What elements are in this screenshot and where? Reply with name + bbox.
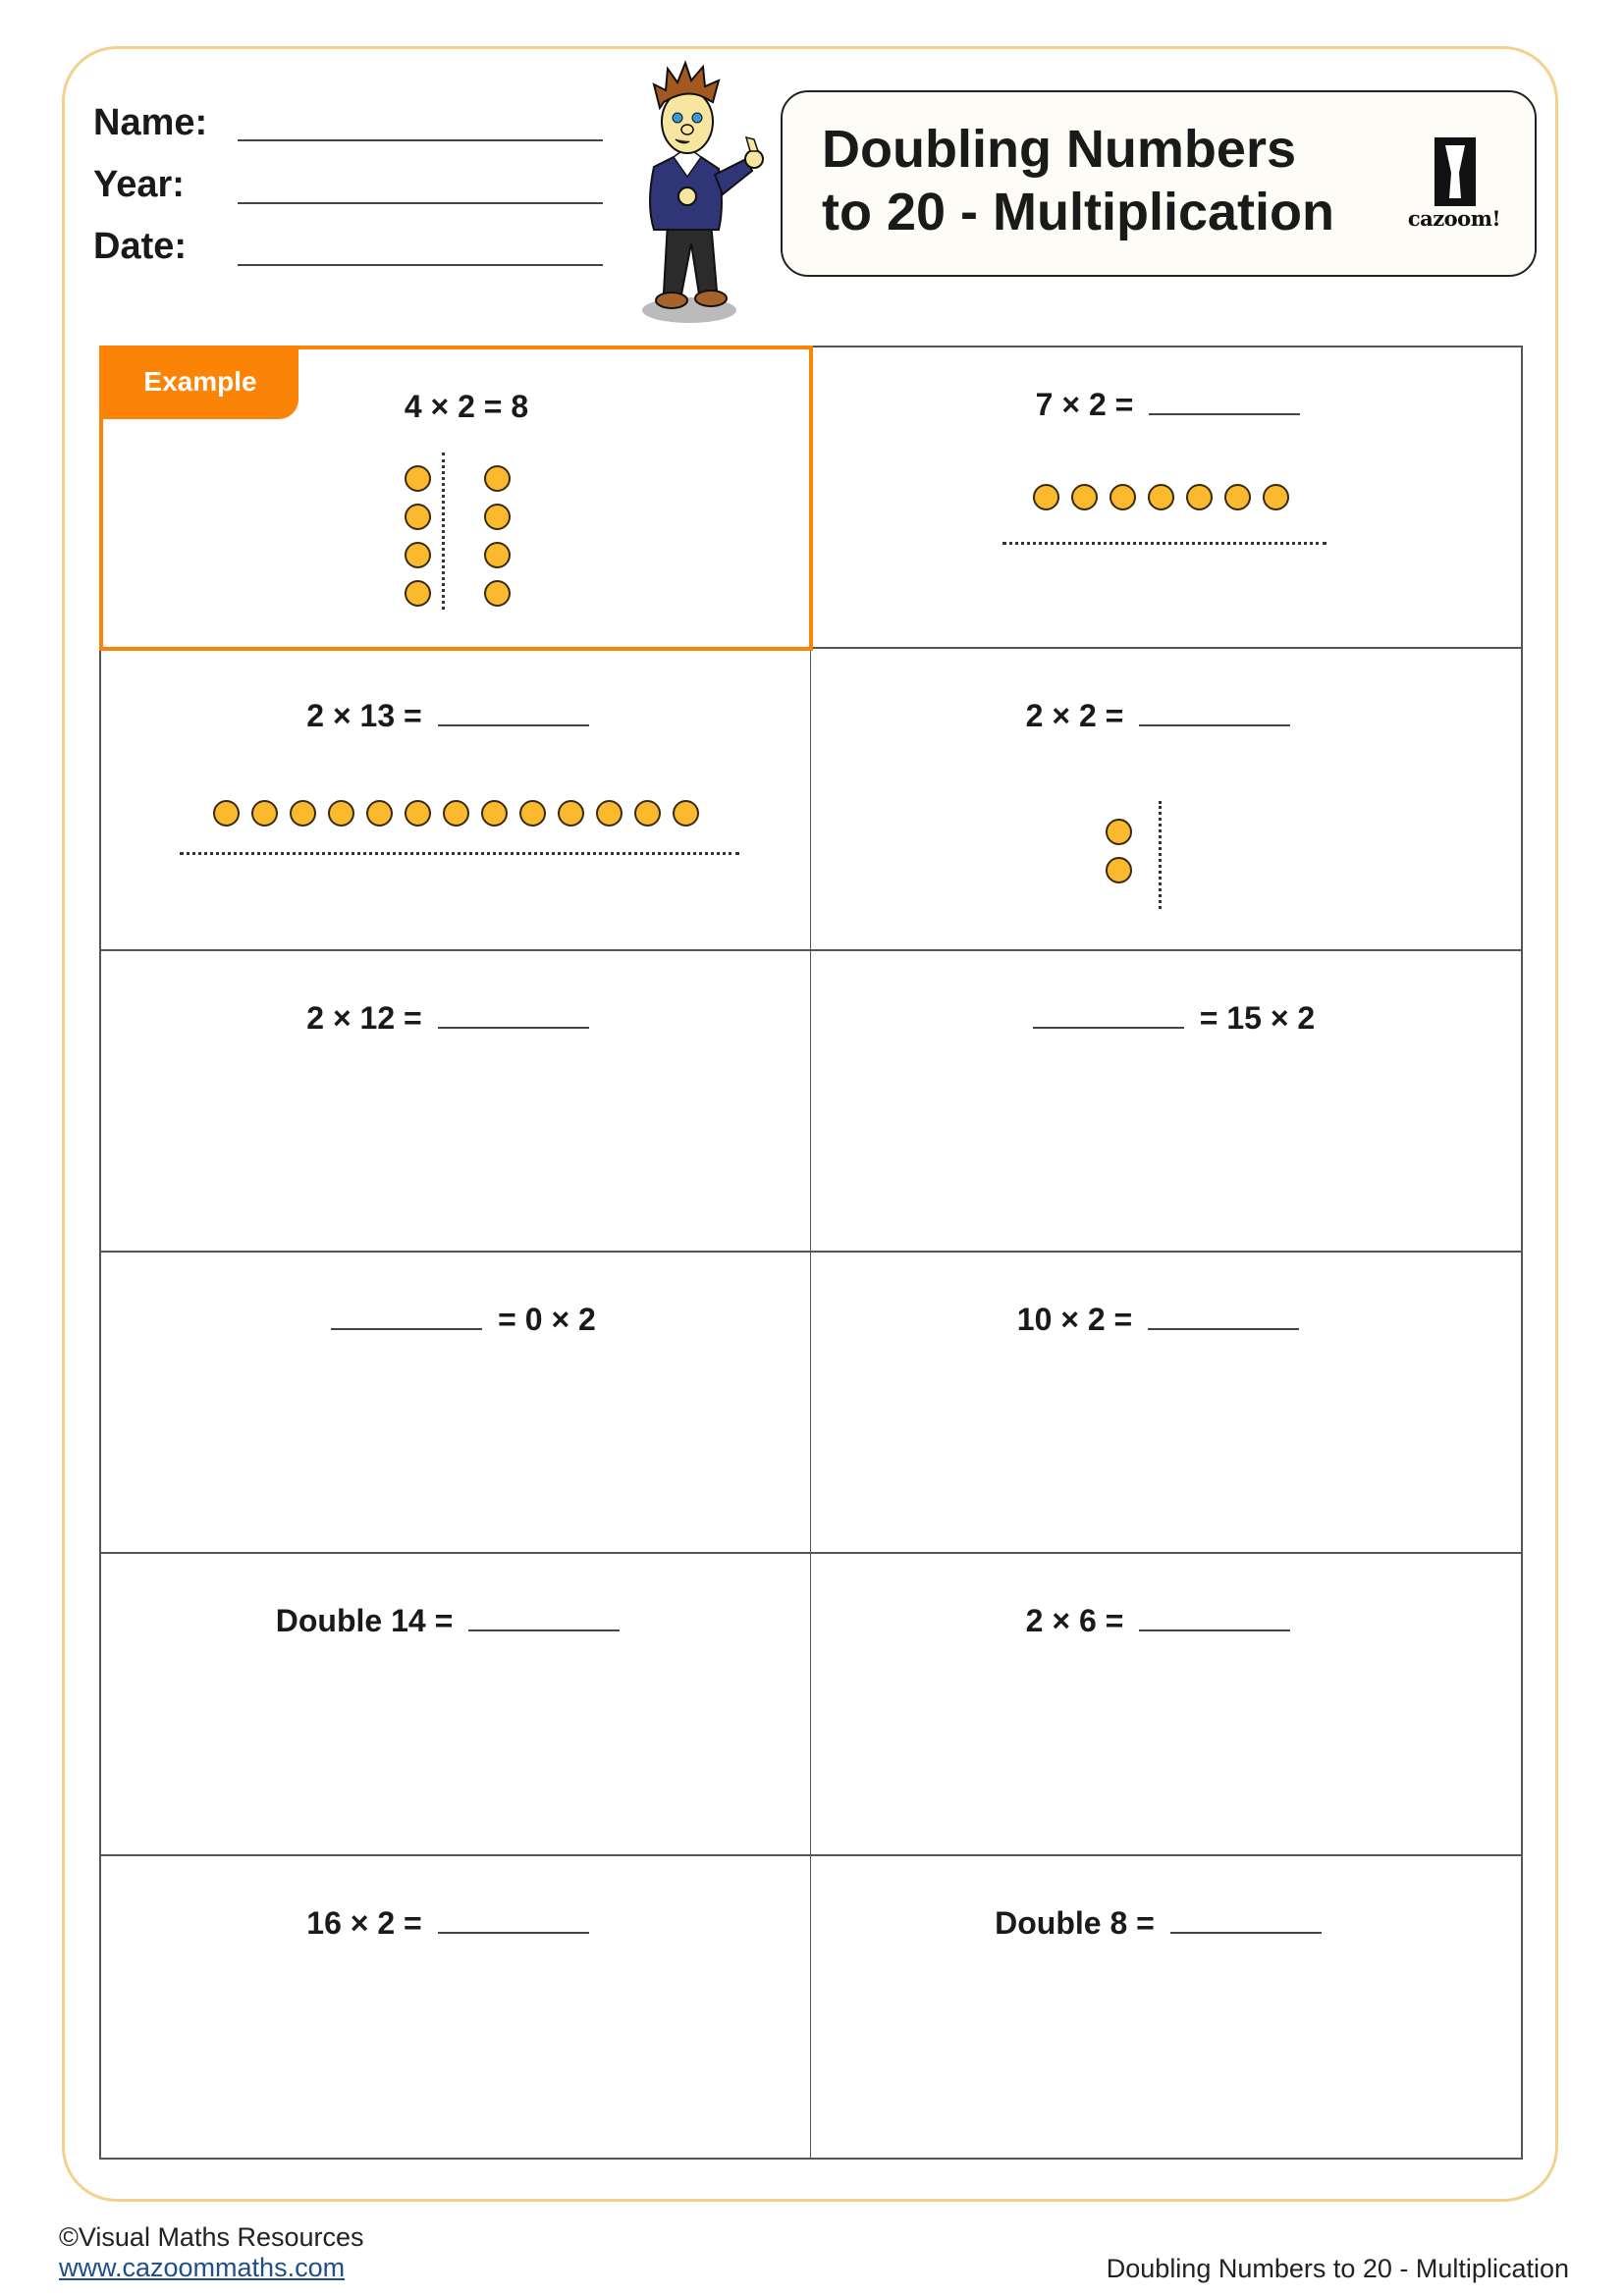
counter — [1071, 484, 1098, 510]
counter — [484, 504, 511, 530]
question-cell-q5 — [811, 951, 1521, 1253]
question-cell-q10 — [101, 1856, 811, 2158]
question-cell-q8 — [101, 1554, 811, 1855]
question-text: 2 × 13 = — [306, 698, 422, 734]
question-q11 — [811, 1905, 1521, 1942]
answer-blank[interactable] — [1148, 1327, 1299, 1330]
question-q1 — [811, 387, 1521, 423]
answer-blank[interactable] — [438, 1931, 589, 1934]
question-cell-q1 — [811, 347, 1521, 649]
answer-blank[interactable] — [1170, 1931, 1322, 1934]
logo-drum-icon — [1435, 137, 1476, 206]
counter — [484, 465, 511, 492]
date-label: Date: — [93, 226, 188, 267]
question-text: 2 × 6 = — [1025, 1603, 1124, 1639]
title-line-1: Doubling Numbers — [822, 120, 1296, 179]
counter — [290, 800, 316, 827]
question-cell-q3 — [811, 649, 1521, 950]
question-q7 — [811, 1302, 1521, 1338]
question-text: 10 × 2 = — [1016, 1302, 1133, 1337]
counter — [251, 800, 278, 827]
footer-left — [59, 2222, 364, 2283]
counter — [328, 800, 354, 827]
counter — [596, 800, 623, 827]
counter — [1263, 484, 1289, 510]
dotted-divider — [180, 852, 739, 855]
answer-blank[interactable] — [438, 1026, 589, 1029]
year-input-line[interactable] — [238, 202, 603, 204]
counter — [1110, 484, 1136, 510]
counter — [1186, 484, 1213, 510]
counter — [213, 800, 240, 827]
footer-worksheet-title: Doubling Numbers to 20 - Multiplication — [1106, 2254, 1569, 2283]
name-label: Name: — [93, 102, 208, 143]
question-q3 — [811, 698, 1521, 734]
question-q9 — [811, 1603, 1521, 1639]
answer-blank[interactable] — [438, 723, 589, 726]
question-text: 16 × 2 = — [306, 1904, 422, 1941]
counter — [1148, 484, 1174, 510]
counter — [405, 542, 431, 568]
question-q5 — [811, 1000, 1521, 1037]
answer-blank[interactable] — [1139, 1629, 1290, 1631]
logo-text: cazoom! — [1407, 206, 1501, 231]
question-cell-q2 — [101, 649, 811, 950]
question-cell-q6 — [101, 1253, 811, 1554]
question-text: Double 14 = — [275, 1603, 454, 1639]
counter — [366, 800, 393, 827]
counter — [634, 800, 661, 827]
question-cell-q9 — [811, 1554, 1521, 1855]
counter — [405, 800, 431, 827]
question-cell-q7 — [811, 1253, 1521, 1554]
dotted-divider — [442, 453, 445, 610]
question-text: = 0 × 2 — [498, 1302, 596, 1337]
mascot-boy-illustration — [621, 57, 778, 332]
counter — [519, 800, 546, 827]
dotted-divider — [1002, 542, 1326, 545]
answer-blank[interactable] — [1149, 412, 1300, 415]
cazoom-logo — [1399, 137, 1509, 236]
question-text: 2 × 2 = — [1025, 698, 1124, 734]
example-equation: 4 × 2 = 8 — [404, 389, 529, 424]
counter — [1033, 484, 1059, 510]
counter — [673, 800, 699, 827]
counter — [1224, 484, 1251, 510]
question-text: 7 × 2 = — [1035, 387, 1134, 422]
year-label: Year: — [93, 164, 185, 205]
answer-blank[interactable] — [468, 1629, 620, 1631]
dotted-divider — [1159, 801, 1162, 909]
name-input-line[interactable] — [238, 139, 603, 141]
counter — [405, 580, 431, 607]
question-cell-q11 — [811, 1856, 1521, 2158]
example-cell — [99, 346, 813, 651]
counter — [405, 465, 431, 492]
question-q2 — [101, 698, 810, 734]
counter — [405, 504, 431, 530]
answer-blank[interactable] — [331, 1327, 482, 1330]
title-box — [781, 90, 1537, 277]
worksheet-title — [822, 118, 1334, 243]
answer-blank[interactable] — [1139, 723, 1290, 726]
question-q10 — [101, 1905, 810, 1942]
copyright-text: ©Visual Maths Resources — [59, 2222, 364, 2252]
answer-blank[interactable] — [1033, 1026, 1184, 1029]
title-line-2: to 20 - Multiplication — [822, 183, 1334, 241]
question-text: 2 × 12 = — [306, 999, 422, 1036]
counter — [443, 800, 469, 827]
question-q4 — [101, 1000, 810, 1037]
question-q6 — [101, 1302, 810, 1338]
counter — [1106, 819, 1132, 845]
date-input-line[interactable] — [238, 264, 603, 266]
counter — [481, 800, 508, 827]
example-tab: Example — [102, 348, 298, 419]
question-q8 — [101, 1603, 810, 1639]
question-text: = 15 × 2 — [1199, 999, 1316, 1036]
question-grid — [99, 346, 1523, 2160]
question-text: Double 8 = — [995, 1904, 1155, 1941]
counter — [1106, 857, 1132, 883]
counter — [558, 800, 584, 827]
question-cell-q4 — [101, 951, 811, 1253]
website-link[interactable]: www.cazoommaths.com — [59, 2253, 346, 2282]
counter — [484, 580, 511, 607]
counter — [484, 542, 511, 568]
